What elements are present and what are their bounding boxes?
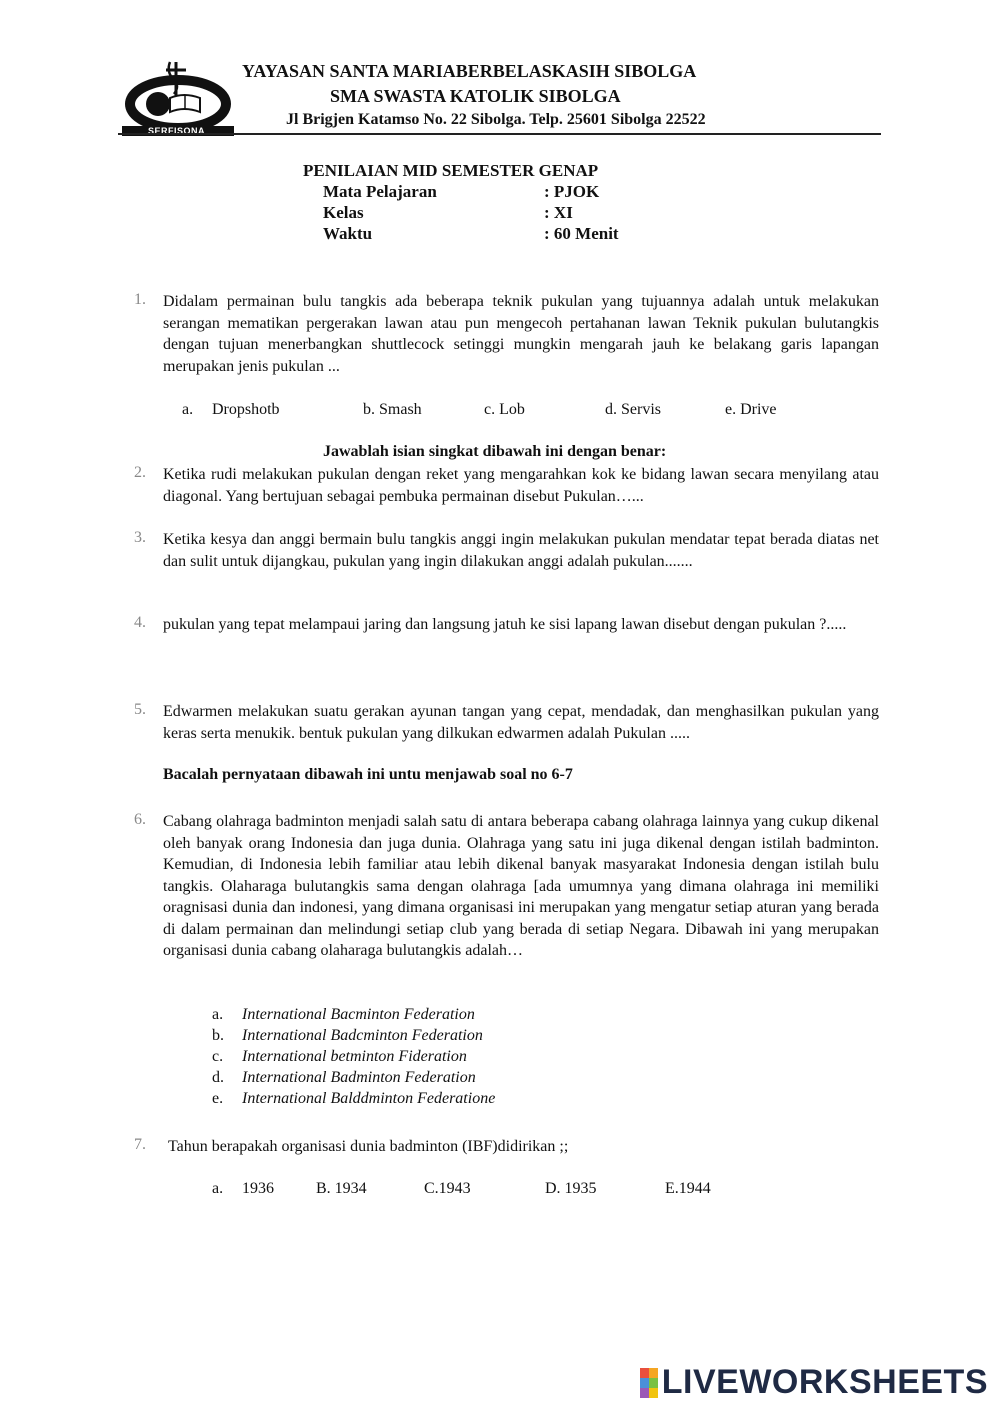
exam-title: PENILAIAN MID SEMESTER GENAP <box>303 161 599 180</box>
question-number: 2. <box>134 464 146 481</box>
question-number: 6. <box>134 811 146 828</box>
option-c[interactable]: c. Lob <box>484 401 525 418</box>
option-text: International Badcminton Federation <box>242 1027 483 1044</box>
option-item[interactable] <box>212 1088 495 1109</box>
option-b[interactable]: b. Smash <box>363 401 422 418</box>
option-text: International Badminton Federation <box>242 1069 476 1086</box>
subject-label: Mata Pelajaran <box>323 182 437 201</box>
instruction-heading: Bacalah pernyataan dibawah ini untu menjawab soal no 6-7 <box>163 766 573 783</box>
instruction-heading: Jawablah isian singkat dibawah ini dengan benar: <box>323 443 667 460</box>
school-logo <box>118 58 238 138</box>
option-d[interactable]: D. 1935 <box>545 1180 597 1197</box>
question-text: Ketika kesya dan anggi bermain bulu tangkis anggi ingin melakukan pukulan mendatar tepat berada diatas net dan sulit untuk dijangkau, pukulan yang ingin dilakukan anggi adalah pukulan....... <box>163 531 879 570</box>
option-b[interactable]: B. 1934 <box>316 1180 367 1197</box>
question-text: pukulan yang tepat melampaui jaring dan langsung jatuh ke sisi lapang lawan disebut dengan pukulan ?..... <box>163 616 847 633</box>
option-a-letter: a. <box>212 1180 224 1197</box>
option-letter: e. <box>212 1090 224 1107</box>
option-item[interactable] <box>212 1046 495 1067</box>
option-a[interactable]: Dropshotb <box>212 401 280 418</box>
header-divider <box>118 133 881 135</box>
option-a-letter: a. <box>182 401 194 418</box>
time-value: : 60 Menit <box>544 224 619 243</box>
option-e[interactable]: E.1944 <box>665 1180 711 1197</box>
school-name: SMA SWASTA KATOLIK SIBOLGA <box>330 86 621 106</box>
option-text: International Bacminton Federation <box>242 1006 475 1023</box>
option-c[interactable]: C.1943 <box>424 1180 471 1197</box>
question-number: 1. <box>134 291 146 308</box>
question-text: Didalam permainan bulu tangkis ada beberapa teknik pukulan yang tujuannya adalah untuk melakukan serangan mematikan pergerakan lawan atau pun mengecoh pertahanan lawan Teknik pukulan bulutangkis dengan tujuan menerbangkan shuttlecock setinggi mungkin mengarah jauh ke belakang garis lapangan merupakan jenis pukulan ... <box>163 293 879 375</box>
brand-text: LIVEWORKSHEETS <box>661 1363 988 1401</box>
foundation-name: YAYASAN SANTA MARIABERBELASKASIH SIBOLGA <box>242 61 697 81</box>
option-d[interactable]: d. Servis <box>605 401 661 418</box>
logo-text: SERFISONA <box>148 126 206 136</box>
class-value: : XI <box>544 203 573 222</box>
time-label: Waktu <box>323 224 373 243</box>
question-number: 7. <box>134 1136 146 1153</box>
question-text: Ketika rudi melakukan pukulan dengan reket yang mengarahkan kok ke bidang lawan secara menyilang atau diagonal. Yang bertujuan sebagai pembuka permainan disebut Pukulan…... <box>163 466 879 505</box>
option-e[interactable]: e. Drive <box>725 401 777 418</box>
option-letter: d. <box>212 1069 224 1086</box>
option-item[interactable] <box>212 1004 495 1025</box>
question-number: 4. <box>134 614 146 631</box>
question-number: 5. <box>134 701 146 718</box>
liveworksheets-brand[interactable] <box>640 1363 988 1402</box>
liveworksheets-logo-icon <box>640 1368 658 1398</box>
option-letter: b. <box>212 1027 224 1044</box>
question-number: 3. <box>134 529 146 546</box>
option-item[interactable] <box>212 1067 495 1088</box>
subject-value: : PJOK <box>544 182 600 201</box>
option-item[interactable] <box>212 1025 495 1046</box>
class-label: Kelas <box>323 203 364 222</box>
option-letter: a. <box>212 1006 224 1023</box>
question-text: Tahun berapakah organisasi dunia badminton (IBF)didirikan ;; <box>168 1138 569 1155</box>
school-address: Jl Brigjen Katamso No. 22 Sibolga. Telp. 25601 Sibolga 22522 <box>286 111 706 128</box>
option-list <box>212 1004 495 1109</box>
question-text: Edwarmen melakukan suatu gerakan ayunan tangan yang cepat, mendadak, dan menghasilkan pukulan yang keras serta menukik. bentuk pukulan yang dilkukan edwarmen adalah Pukulan ..... <box>163 703 879 742</box>
option-text: International Balddminton Federatione <box>242 1090 496 1107</box>
option-a[interactable]: 1936 <box>242 1180 274 1197</box>
option-letter: c. <box>212 1048 224 1065</box>
option-text: International betminton Fideration <box>242 1048 467 1065</box>
question-text: Cabang olahraga badminton menjadi salah satu di antara beberapa cabang olahraga lainnya yang cukup dikenal oleh banyak orang Indonesia dan juga dunia. Olahraga yang satu ini juga dikenal dengan istilah badminton. Kemudian, di Indonesia lebih familiar atau lebih dikenal banyak masyarakat Indonesia dengan istilah bulu tangkis. Olaharaga bulutangkis sama dengan olahraga [ada umumnya yang dimana olahraga ini memiliki oragnisasi dunia dan indonesi, yang dimana organisasi ini merupakan yang mengatur setiap aturan yang berada di dalam permainan dan melindungi setiap club yang berada di setiap Negara. Dibawah ini yang merupakan organisasi dunia cabang olaharaga bulutangkis adalah… <box>163 813 879 959</box>
